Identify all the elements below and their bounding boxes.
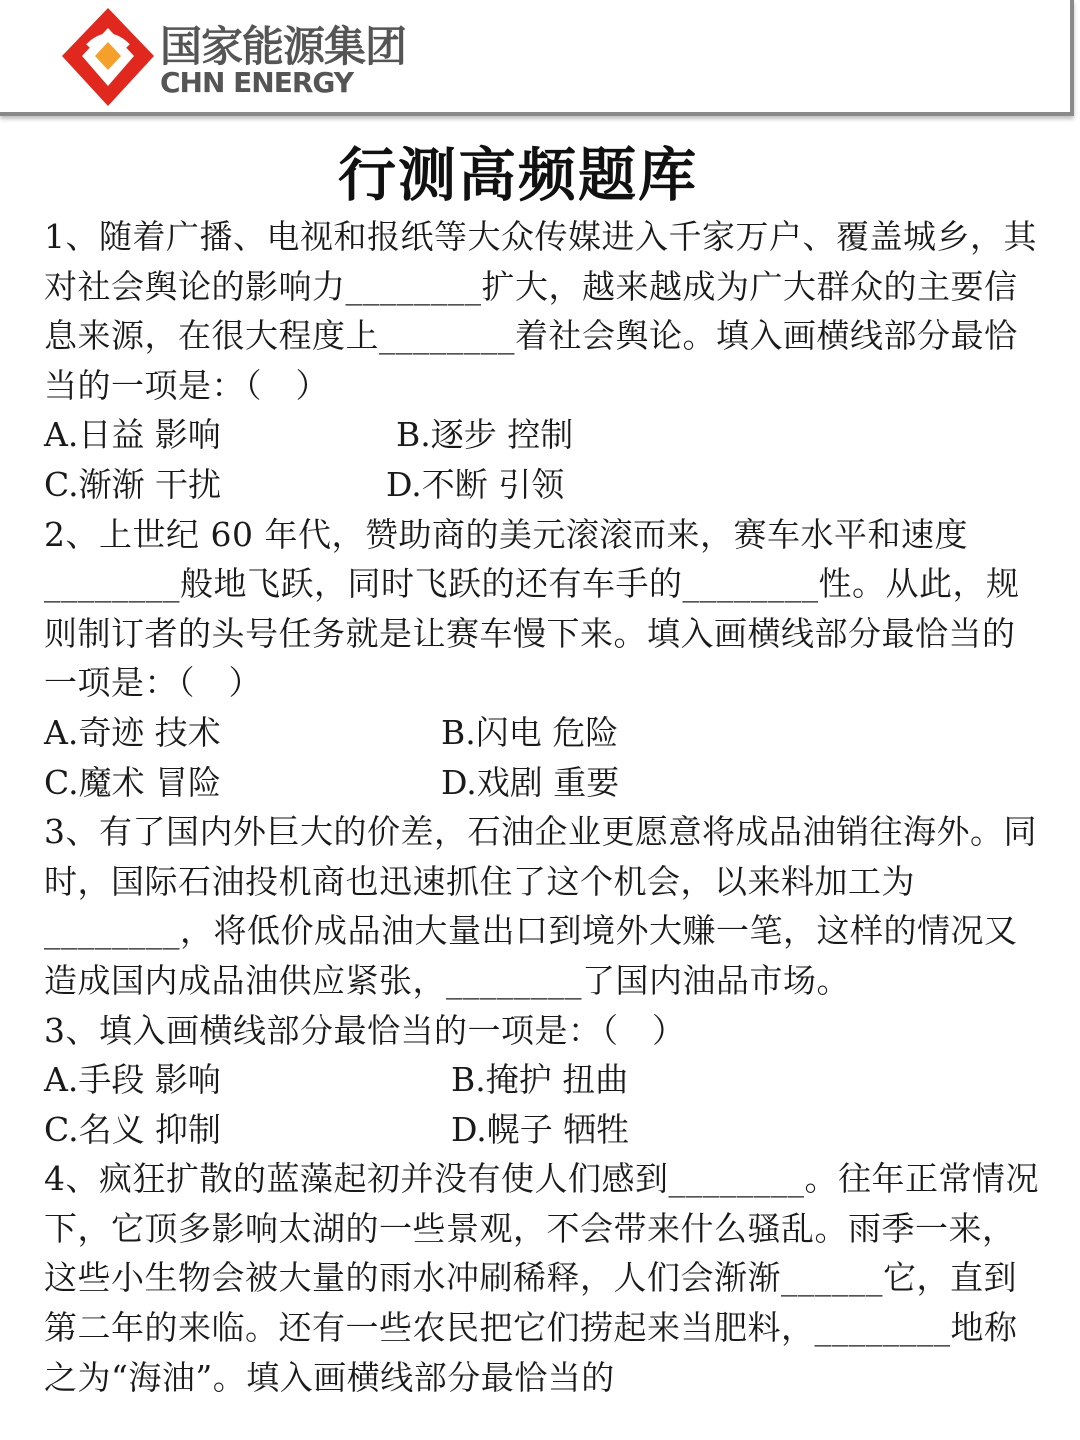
- q1-option-b: B.逐步 控制: [396, 415, 574, 455]
- chn-energy-logo-icon: [58, 6, 158, 108]
- question-1-text: 1、随着广播、电视和报纸等大众传媒进入千家万户、覆盖城乡，其对社会舆论的影响力________扩大，越来越成为广大群众的主要信息来源，在很大程度上________着社会舆论。填入画横线部分最恰当的一项是：（ ）: [44, 217, 1037, 405]
- q1-option-c: C.渐渐 干扰: [44, 464, 222, 504]
- page-title: 行测高频题库: [337, 141, 698, 209]
- question-4-text: 4、疯狂扩散的蓝藻起初并没有使人们感到________。往年正常情况下，它顶多影响太湖的一些景观，不会带来什么骚乱。雨季一来，这些小生物会被大量的雨水冲刷稀释，人们会渐渐______它，直到第二年的来临。还有一些农民把它们捞起来当肥料，________地称之为“海油”。填入画横线部分最恰当的: [44, 1159, 1039, 1397]
- question-3-options-row-2: [44, 1105, 1044, 1155]
- question-2-text: 2、上世纪 60 年代，赞助商的美元滚滚而来，赛车水平和速度________般地飞跃，同时飞跃的还有车手的________性。从此，规则制订者的头号任务就是让赛车慢下来。填入画横线部分最恰当的一项是：（ ）: [44, 514, 1020, 703]
- q2-option-d: D.戏剧 重要: [441, 762, 620, 802]
- q3-option-b: B.掩护 扭曲: [451, 1060, 629, 1100]
- question-3-options-row-1: [44, 1055, 1044, 1105]
- q2-option-a: A.奇迹 技术: [44, 712, 221, 752]
- question-2-options-row-1: [44, 708, 1044, 758]
- q3-option-d: D.幌子 牺牲: [451, 1109, 630, 1149]
- q2-option-b: B.闪电 危险: [441, 712, 619, 752]
- brand-name-cn: 国家能源集团: [160, 22, 407, 71]
- question-1-options-row-2: [44, 460, 1044, 510]
- q3-option-a: A.手段 影响: [44, 1060, 221, 1100]
- question-3-prompt: 3、填入画横线部分最恰当的一项是：（ ）: [44, 1010, 686, 1050]
- brand-name-en: CHN ENERGY: [160, 66, 354, 99]
- q1-option-d: D.不断 引领: [386, 464, 565, 504]
- question-list: [44, 212, 1044, 1402]
- question-2-options-row-2: [44, 758, 1044, 808]
- q3-option-c: C.名义 抑制: [44, 1109, 222, 1149]
- header-banner: [0, 0, 1074, 116]
- question-3-text: 3、有了国内外巨大的价差，石油企业更愿意将成品油销往海外。同时，国际石油投机商也迅速抓住了这个机会，以来料加工为________，将低价成品油大量出口到境外大赚一笔，这样的情况又造成国内成品油供应紧张，________了国内油品市场。: [44, 812, 1037, 1000]
- q1-option-a: A.日益 影响: [44, 415, 221, 455]
- question-1-options-row-1: [44, 410, 1044, 460]
- q2-option-c: C.魔术 冒险: [44, 762, 222, 802]
